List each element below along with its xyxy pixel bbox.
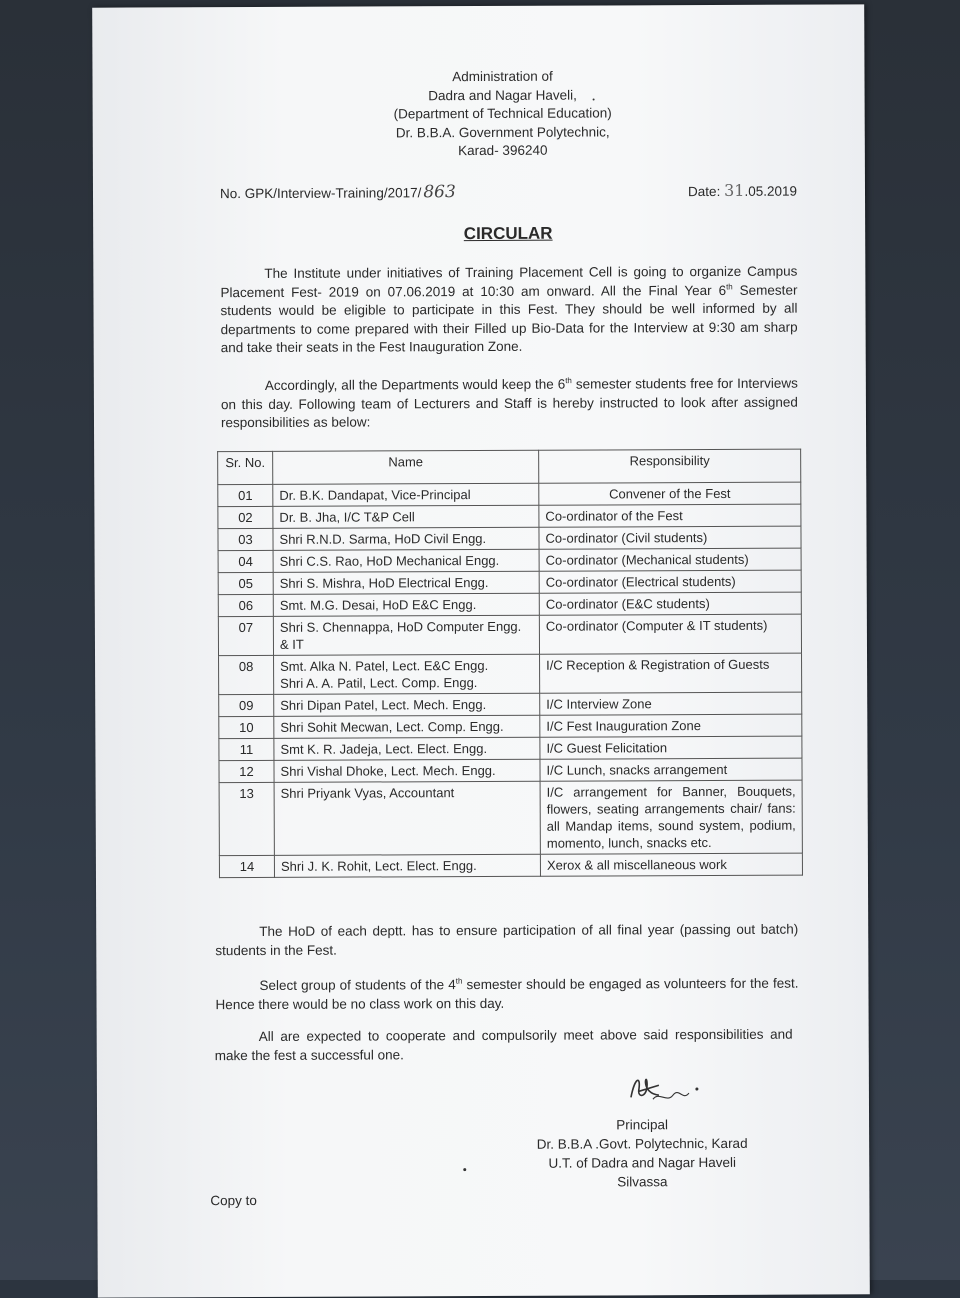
table-row (218, 570, 801, 595)
cell-sr: 07 (218, 616, 273, 655)
superscript: th (726, 281, 733, 291)
cell-responsibility: I/C Reception & Registration of Guests (540, 653, 802, 693)
superscript: th (455, 976, 463, 986)
cell-responsibility: Co-ordinator of the Fest (539, 504, 801, 527)
letterhead-line: Administration of (452, 68, 553, 85)
cell-responsibility: I/C Guest Felicitation (540, 736, 802, 759)
letterhead-line: Dr. B.B.A. Government Polytechnic, (395, 123, 610, 140)
cell-responsibility: I/C Lunch, snacks arrangement (540, 758, 802, 781)
letterhead-line: Dadra and Nagar Haveli, (428, 87, 577, 103)
table-header-row (218, 449, 801, 485)
cell-sr: 14 (219, 855, 274, 877)
table-row (219, 653, 802, 695)
paragraph-intro (220, 263, 797, 358)
reference-number (220, 182, 456, 203)
cell-sr: 08 (219, 655, 274, 694)
cell-name: Dr. B. Jha, I/C T&P Cell (273, 505, 539, 528)
cell-sr: 10 (219, 716, 274, 738)
cell-responsibility: Convener of the Fest (539, 482, 801, 505)
table-row (219, 736, 802, 761)
cell-responsibility: Co-ordinator (Mechanical students) (539, 548, 801, 571)
cell-sr: 05 (218, 572, 273, 594)
cell-responsibility: I/C Interview Zone (540, 692, 802, 715)
paragraph-text: The HoD of each deptt. has to ensure participation of all final year (passing out batch) students in the Fest. (215, 921, 799, 958)
signatory-line: Silvassa (617, 1174, 668, 1190)
cell-name: Shri Vishal Dhoke, Lect. Mech. Engg. (274, 759, 540, 782)
paragraph-text: Accordingly, all the Departments would keep the 6 (264, 376, 566, 393)
cell-sr: 12 (219, 760, 274, 782)
paragraph-departments (221, 375, 798, 433)
cell-responsibility: Co-ordinator (E&C students) (539, 592, 801, 615)
reference-prefix: No. GPK/Interview-Training/2017/ (219, 185, 422, 202)
cell-name: Dr. B.K. Dandapat, Vice-Principal (273, 483, 539, 506)
cell-name (274, 654, 540, 694)
handwritten-signature (619, 1067, 709, 1107)
cell-responsibility: Xerox & all miscellaneous work (540, 853, 802, 876)
cell-name: Shri S. Chennappa, HoD Computer Engg. & IT (273, 615, 539, 655)
column-header-name: Name (273, 450, 539, 484)
cell-sr: 13 (219, 782, 274, 855)
cell-name: Shri R.N.D. Sarma, HoD Civil Engg. (273, 527, 539, 550)
table-row (219, 714, 802, 739)
paragraph-closing (215, 1026, 793, 1066)
cell-name: Shri Dipan Patel, Lect. Mech. Engg. (274, 693, 540, 716)
title-text: CIRCULAR (463, 223, 553, 244)
date-label: Date: (687, 183, 721, 200)
cell-name: Smt. M.G. Desai, HoD E&C Engg. (273, 593, 539, 616)
cell-name: Shri S. Mishra, HoD Electrical Engg. (273, 571, 539, 594)
paragraph-text: The Institute under initiatives of Training Placement Cell is going to organize Campus Placement Fest- 2019 on 07.06.2019 at 10:30 am onward. All the Final Year 6 (220, 263, 798, 300)
table-row (219, 758, 802, 783)
table-row (218, 592, 801, 617)
cell-responsibility: Co-ordinator (Electrical students) (539, 570, 801, 593)
cell-sr: 11 (219, 738, 274, 760)
cell-name: Shri Sohit Mecwan, Lect. Comp. Engg. (274, 715, 540, 738)
table-row (218, 526, 801, 551)
document-title (93, 222, 865, 245)
cell-responsibility: Co-ordinator (Civil students) (539, 526, 801, 549)
cell-name: Smt K. R. Jadeja, Lect. Elect. Engg. (274, 737, 540, 760)
cell-sr: 04 (218, 550, 273, 572)
letterhead-line: (Department of Technical Education) (393, 105, 612, 122)
reference-handwritten-number: 863 (423, 182, 456, 203)
cell-name: Shri C.S. Rao, HoD Mechanical Engg. (273, 549, 539, 572)
cell-sr: 03 (218, 528, 273, 550)
cell-responsibility: I/C arrangement for Banner, Bouquets, flowers, seating arrangements chair/ fans: all Mandap items, sound system, podium, momento, lunch, snacks etc. (540, 780, 802, 854)
signatory-line: U.T. of Dadra and Nagar Haveli (548, 1154, 737, 1171)
cell-sr: 02 (218, 506, 273, 528)
column-header-responsibility: Responsibility (539, 449, 801, 483)
cell-name: Shri Priyank Vyas, Accountant (274, 781, 540, 855)
letterhead-line: Karad- 396240 (458, 142, 548, 159)
cell-responsibility: Co-ordinator (Computer & IT students) (539, 614, 801, 654)
paragraph-text: semester should be engaged as volunteers for the fest. Hence there would be no class work on this day. (215, 975, 799, 1012)
table-row (219, 853, 802, 878)
paragraph-text: Semester students would be eligible to participate in this Fest. They should be well informed by all departments to come prepared with their Filled up Bio-Data for the Interview at 9:30 am sharp and take their seats in the Fest Inauguration Zone. (220, 282, 798, 356)
cell-name-line: Smt. Alka N. Patel, Lect. E&C Engg. (280, 657, 489, 674)
signature-block (507, 1115, 777, 1192)
column-header-sr: Sr. No. (218, 451, 273, 484)
table-row (218, 548, 801, 573)
date (688, 181, 797, 200)
paragraph-hod (215, 921, 798, 961)
superscript: th (565, 376, 572, 386)
cell-sr: 06 (218, 594, 273, 616)
table-row (218, 482, 801, 507)
circular-document (92, 4, 870, 1297)
cell-name: Shri J. K. Rohit, Lect. Elect. Engg. (274, 854, 540, 877)
cell-responsibility: I/C Fest Inauguration Zone (540, 714, 802, 737)
letterhead (92, 66, 864, 162)
table-row (218, 504, 801, 529)
cell-sr: 01 (218, 484, 273, 506)
cell-sr: 09 (219, 694, 274, 716)
paragraph-volunteers (215, 975, 798, 1015)
paragraph-text: Select group of students of the 4 (259, 977, 456, 993)
cell-name-line: Shri A. A. Patil, Lect. Comp. Engg. (280, 675, 478, 691)
paper-speck (463, 1168, 466, 1171)
paragraph-text: All are expected to cooperate and compulsorily meet above said responsibilities and make the fest a successful one. (214, 1026, 793, 1063)
table-row (219, 692, 802, 717)
copy-to: Copy to (210, 1192, 257, 1209)
date-rest: .05.2019 (744, 183, 798, 199)
responsibility-table (217, 449, 803, 879)
table-row (218, 614, 801, 656)
signatory-line: Dr. B.B.A .Govt. Polytechnic, Karad (536, 1135, 748, 1152)
table-row (219, 780, 802, 856)
paper-speck (593, 98, 595, 100)
signatory-title: Principal (616, 1117, 668, 1133)
paragraph-text: semester students free for Interviews on this day. Following team of Lecturers and Staff is hereby instructed to look after assigned responsibilities as below: (220, 375, 798, 431)
date-handwritten-day: 31 (724, 180, 745, 200)
